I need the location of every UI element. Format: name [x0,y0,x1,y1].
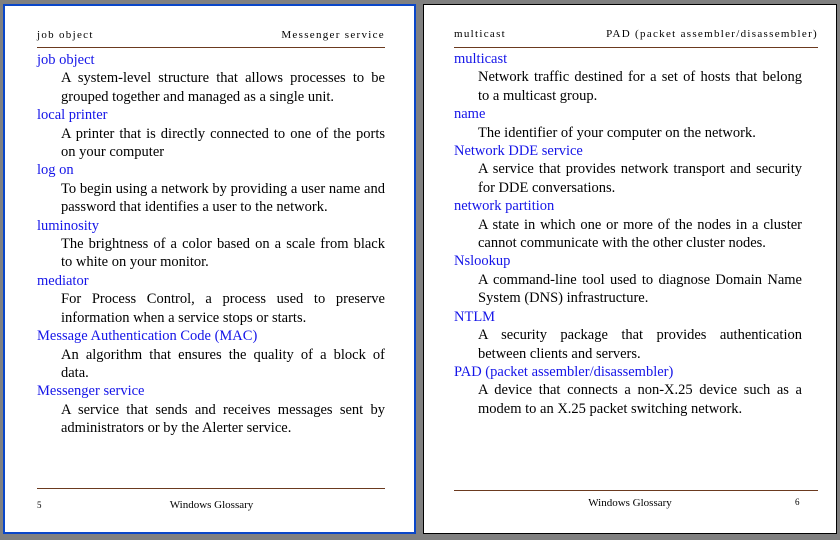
page-header [37,29,385,43]
glossary-entries [37,51,385,438]
glossary-definition: A command-line tool used to diagnose Domain Name System (DNS) infrastructure. [478,271,802,307]
glossary-term[interactable]: luminosity [37,217,100,234]
glossary-definition: The brightness of a color based on a scale from black to white on your monitor. [61,236,385,271]
glossary-definition: A printer that is directly connected to one of the ports on your computer [61,125,385,161]
glossary-entry [454,105,802,142]
glossary-definition: Network traffic destined for a set of hosts that belong to a multicast group. [478,69,802,104]
header-last-term: Messenger service [281,29,385,41]
glossary-entry [37,106,385,161]
left-page [3,4,416,534]
glossary-entries [454,50,802,418]
glossary-entry [454,252,802,307]
header-first-term: job object [37,29,94,41]
header-first-term: multicast [454,28,507,40]
footer-rule [454,490,818,491]
glossary-term[interactable]: Network DDE service [454,143,583,160]
glossary-entry [454,363,802,418]
footer-title: Windows Glossary [588,497,672,509]
glossary-entry [454,50,802,105]
glossary-term[interactable]: Message Authentication Code (MAC) [37,328,258,345]
glossary-term[interactable]: log on [37,162,74,179]
glossary-entry [454,308,802,363]
glossary-definition: A service that provides network transport and security for DDE conversations. [478,161,802,196]
glossary-entry [37,51,385,106]
header-last-term: PAD (packet assembler/disassembler) [606,28,818,40]
glossary-definition: For Process Control, a process used to preserve information when a service stops or starts. [61,291,385,326]
glossary-definition: A service that sends and receives messages sent by administrators or by the Alerter service. [61,401,385,437]
glossary-term[interactable]: Nslookup [454,253,511,270]
glossary-definition: To begin using a network by providing a user name and password that identifies a user to the network. [61,180,385,216]
glossary-definition: An algorithm that ensures the quality of a block of data. [61,346,385,381]
glossary-definition: A security package that provides authentication between clients and servers. [478,327,802,362]
glossary-term[interactable]: mediator [37,272,89,289]
header-rule [454,47,818,48]
header-rule [37,47,385,48]
glossary-entry [37,161,385,216]
glossary-entry [454,197,802,252]
glossary-entry [37,382,385,437]
glossary-term[interactable]: Messenger service [37,383,145,400]
glossary-entry [37,327,385,382]
glossary-term[interactable]: local printer [37,107,108,124]
right-page [423,4,837,534]
glossary-term[interactable]: name [454,106,486,123]
footer-title: Windows Glossary [169,499,254,511]
glossary-term[interactable]: job object [37,52,95,68]
glossary-definition: The identifier of your computer on the network. [478,124,756,141]
glossary-entry [37,217,385,272]
glossary-term[interactable]: multicast [454,51,508,67]
footer-rule [37,488,385,489]
glossary-term[interactable]: PAD (packet assembler/disassembler) [454,363,674,380]
glossary-definition: A state in which one or more of the nodes in a cluster cannot communicate with the other cluster nodes. [478,216,802,252]
page-number: 5 [37,500,42,510]
glossary-entry [37,272,385,327]
glossary-term[interactable]: NTLM [454,308,496,325]
glossary-definition: A system-level structure that allows processes to be grouped together and managed as a single unit. [61,70,385,105]
page-header [454,28,818,42]
page-number: 6 [795,497,800,507]
glossary-term[interactable]: network partition [454,198,555,215]
glossary-entry [454,142,802,197]
glossary-definition: A device that connects a non-X.25 device such as a modem to an X.25 packet switching network. [478,382,802,417]
